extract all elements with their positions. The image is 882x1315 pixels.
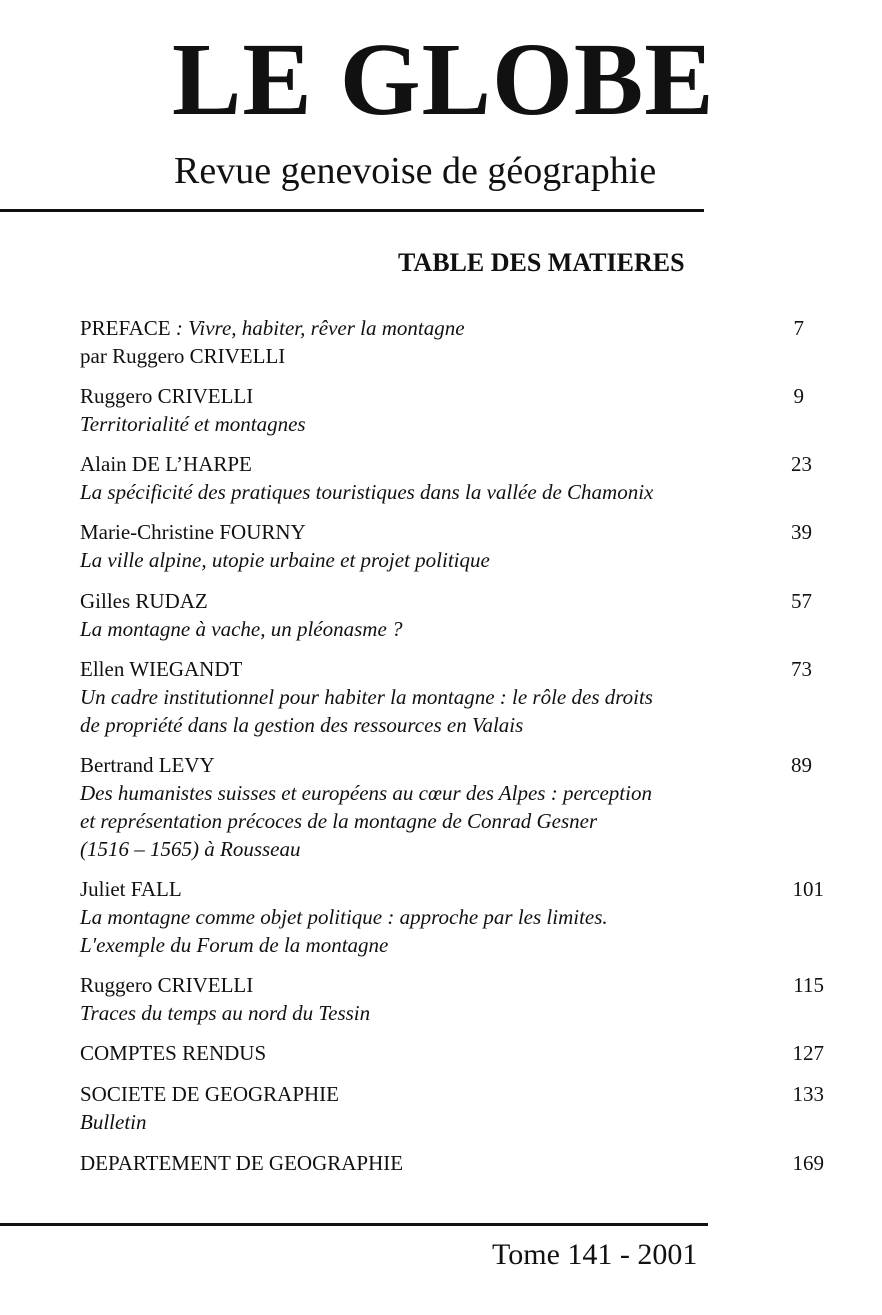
toc-entry: [0, 655, 882, 739]
toc-page-number: 169: [792, 1151, 824, 1175]
toc-entry-title: Bulletin: [80, 1110, 147, 1134]
toc-entry-title: La spécificité des pratiques touristiques dans la vallée de Chamonix: [80, 480, 654, 504]
toc-page-number: 89: [791, 753, 812, 777]
toc-entry-author: Juliet FALL: [80, 877, 182, 901]
toc-page-number: 73: [791, 657, 812, 681]
toc-entry-title: Un cadre institutionnel pour habiter la montagne : le rôle des droits: [80, 685, 653, 709]
toc-entry: [0, 1149, 882, 1177]
toc-entry: [0, 875, 882, 959]
toc-entry-author: Ruggero CRIVELLI: [80, 973, 254, 997]
bottom-divider: [0, 1223, 708, 1226]
toc-entry-author: Alain DE L’HARPE: [80, 452, 252, 476]
toc-entry-title: de propriété dans la gestion des ressources en Valais: [80, 713, 524, 737]
toc-entry-author: Gilles RUDAZ: [80, 589, 208, 613]
toc-entry: [0, 587, 882, 643]
top-divider: [0, 209, 704, 212]
toc-entry-byline: par Ruggero CRIVELLI: [80, 344, 286, 368]
toc-entry-title: Traces du temps au nord du Tessin: [80, 1001, 371, 1025]
volume-info: Tome 141 - 2001: [492, 1238, 698, 1271]
toc-entry-title: Des humanistes suisses et européens au cœur des Alpes : perception: [80, 781, 652, 805]
toc-entry-title: (1516 – 1565) à Rousseau: [80, 837, 301, 861]
toc-page-number: 7: [793, 316, 804, 340]
toc-page-number: 127: [792, 1041, 824, 1065]
toc-page-number: 39: [791, 520, 812, 544]
toc-entry-title: Territorialité et montagnes: [80, 412, 306, 436]
journal-subtitle: Revue genevoise de géographie: [174, 150, 657, 192]
toc-entry-title: L'exemple du Forum de la montagne: [80, 933, 389, 957]
toc-entry-author: Marie-Christine FOURNY: [80, 520, 306, 544]
toc-entry-author: Bertrand LEVY: [80, 753, 215, 777]
toc-entry: [0, 518, 882, 574]
toc-entry-label: PREFACE: [80, 316, 171, 340]
toc-entry: [0, 751, 882, 863]
toc-entry: [0, 450, 882, 506]
toc-page-number: 101: [792, 877, 824, 901]
toc-entry: [0, 971, 882, 1027]
toc-entry-title: et représentation précoces de la montagne de Conrad Gesner: [80, 809, 598, 833]
toc-entry-author: Ellen WIEGANDT: [80, 657, 243, 681]
toc-page-number: 9: [793, 384, 804, 408]
toc-entry-title: La ville alpine, utopie urbaine et projet politique: [80, 548, 490, 572]
toc-entry-author: COMPTES RENDUS: [80, 1041, 267, 1065]
toc-page-number: 133: [792, 1082, 824, 1106]
toc-entry-title: : Vivre, habiter, rêver la montagne: [170, 316, 465, 340]
toc-page-number: 57: [791, 589, 812, 613]
toc-entry-title: La montagne à vache, un pléonasme ?: [80, 617, 403, 641]
toc-page-number: 23: [791, 452, 812, 476]
journal-title: LE GLOBE: [172, 22, 715, 137]
toc-heading: TABLE DES MATIERES: [398, 248, 685, 277]
toc-entry-author: Ruggero CRIVELLI: [80, 384, 254, 408]
toc-entry-preface: [0, 314, 882, 370]
toc-page-number: 115: [793, 973, 824, 997]
toc-entry: [0, 382, 882, 438]
toc-entry-author: SOCIETE DE GEOGRAPHIE: [80, 1082, 339, 1106]
toc-entry: [0, 1080, 882, 1136]
toc-entry: [0, 1039, 882, 1067]
toc-entry-author: DEPARTEMENT DE GEOGRAPHIE: [80, 1151, 404, 1175]
toc-entry-title: La montagne comme objet politique : approche par les limites.: [80, 905, 608, 929]
